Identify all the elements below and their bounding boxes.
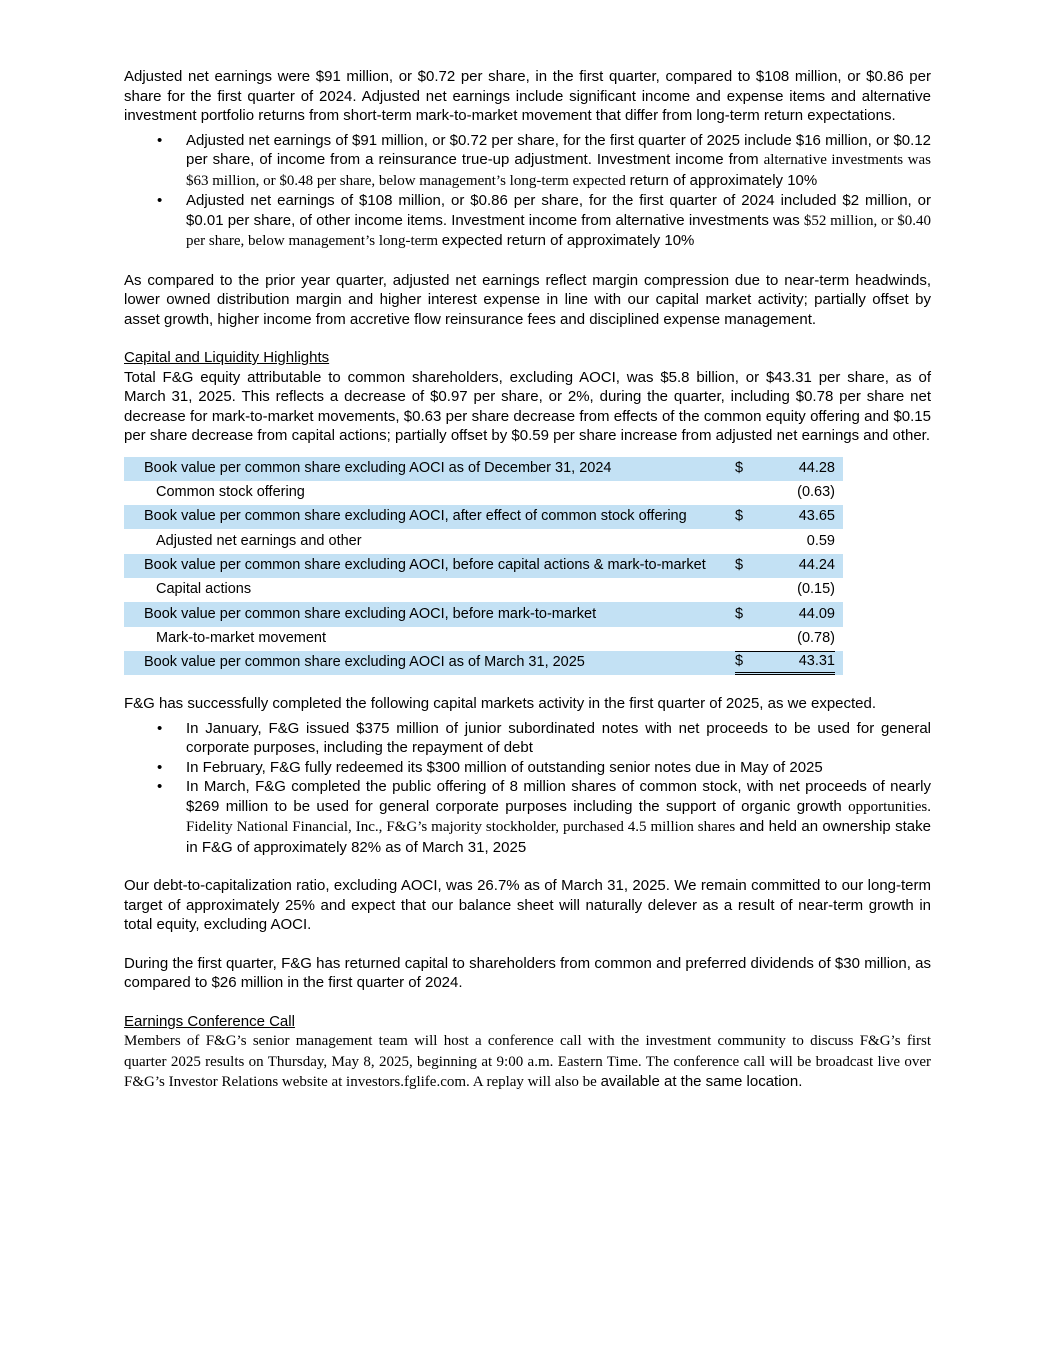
row-value: 44.09 [798,605,835,622]
bullet-text: alternative investments was $63 million, or $0.48 per share, below management’s long-term expected [186,152,931,189]
book-value-table [124,457,843,676]
row-label: Book value per common share excluding AOCI, before capital actions & mark-to-market [144,557,706,574]
row-label: Adjusted net earnings and other [156,532,362,549]
paragraph-text: Members of F&G’s senior management team will host a conference call with the investment community to discuss F&G’s first quarter 2025 results on Thursday, May 8, 2025, beginning at 9:00 a.m. Eastern Time. The conference call will be broadcast live over F&G’s Investor Relations website at investors.fglife.com. A replay will also be [124,1033,931,1091]
list-item [124,131,931,192]
row-value: 0.59 [806,532,835,549]
table-row-total [124,651,843,675]
currency-symbol: $ [735,459,744,476]
list-item [124,719,931,758]
table-row [124,627,843,651]
row-label: Book value per common share excluding AOCI as of March 31, 2025 [144,654,585,671]
bullet-text: Adjusted net earnings of $108 million, or $0.86 per share, for the first quarter of 2024 included $2 million, or $0.01 per share, of other income items. Investment income from alternative investments was [186,192,931,229]
paragraph-equity-summary: Total F&G equity attributable to common shareholders, excluding AOCI, was $5.8 billion, or $43.31 per share, as of March 31, 2025. This reflects a decrease of $0.97 per share, or 2%, during the quarter, including $0.78 per share net decrease for mark-to-market movements, $0.63 per share decrease from effects of the common equity offering and $0.15 per share decrease from capital actions; partially offset by $0.59 per share increase from adjusted net earnings and other. [124,368,931,444]
heading-capital-liquidity: Capital and Liquidity Highlights [124,349,330,366]
earnings-bullet-list [124,131,931,252]
table-row [124,554,843,578]
table-row [124,602,843,626]
table-row [124,481,843,505]
bullet-text: return of approximately 10% [629,171,818,189]
bullet-text: In March, F&G completed the public offering of 8 million shares of common stock, with net proceeds of nearly $269 million to be used for general corporate purposes including the support of organic growth [186,778,931,815]
row-label: Common stock offering [156,484,305,501]
paragraph-debt-to-capitalization: Our debt-to-capitalization ratio, excluding AOCI, was 26.7% as of March 31, 2025. We remain committed to our long-term target of approximately 25% and expect that our balance sheet will naturally delever as a result of near-term growth in total equity, excluding AOCI. [124,877,931,934]
currency-symbol: $ [735,653,744,670]
table-row [124,529,843,553]
table-row [124,578,843,602]
list-item [124,758,931,778]
table-row [124,505,843,529]
row-label: Capital actions [156,581,252,598]
paragraph-adjusted-net-earnings: Adjusted net earnings were $91 million, or $0.72 per share, in the first quarter, compared to $108 million, or $0.86 per share for the first quarter of 2024. Adjusted net earnings include significant income and expense items and alternative investment portfolio returns from short-term mark-to-market movement that differ from long-term return expectations. [124,68,931,124]
bullet-text: and held an ownership stake in F&G of approximately 82% as of March 31, 2025 [186,818,931,856]
paragraph-capital-returned: During the first quarter, F&G has returned capital to shareholders from common and preferred dividends of $30 million, as compared to $26 million in the first quarter of 2024. [124,954,931,992]
bullet-text: Adjusted net earnings of $91 million, or $0.72 per share, for the first quarter of 2025 include $16 million, or $0.12 per share, of income from a reinsurance true-up adjustment. Investment income from [186,131,931,168]
paragraph-capital-markets-intro: F&G has successfully completed the following capital markets activity in the first quarter of 2025, as we expected. [124,695,877,713]
bullet-text: opportunities. Fidelity National Financial, Inc., F&G’s majority stockholder, purchased 4.5 million shares [186,798,931,836]
row-label: Book value per common share excluding AOCI as of December 31, 2024 [144,459,612,476]
paragraph-prior-year-comparison: As compared to the prior year quarter, adjusted net earnings reflect margin compression due to near-term headwinds, lower owned distribution margin and higher interest expense in line with our capital market activity; partially offset by asset growth, higher income from accretive flow reinsurance fees and disciplined expense management. [124,271,931,328]
bullet-text: In January, F&G issued $375 million of junior subordinated notes with net proceeds to be used for general corporate purposes, including the repayment of debt [186,719,931,757]
row-value: (0.78) [797,629,835,646]
table-row [124,457,843,481]
row-value: (0.63) [797,484,835,501]
row-value: 44.28 [798,459,835,476]
row-value: 43.65 [798,508,835,525]
row-value: (0.15) [797,581,835,598]
capital-markets-bullet-list [124,719,931,858]
list-item [124,777,931,857]
currency-symbol: $ [735,605,744,622]
heading-earnings-conference-call: Earnings Conference Call [124,1012,295,1030]
paragraph-conference-call-details [124,1031,931,1093]
bullet-text: $52 million, or $0.40 per share, below management’s long-term [186,212,931,249]
paragraph-text: available at the same location. [600,1073,803,1091]
row-label: Mark-to-market movement [156,629,327,646]
bullet-text: In February, F&G fully redeemed its $300 million of outstanding senior notes due in May of 2025 [186,758,823,776]
row-value: 44.24 [798,557,835,574]
currency-symbol: $ [735,508,744,525]
row-label: Book value per common share excluding AOCI, after effect of common stock offering [144,508,687,525]
bullet-text: expected return of approximately 10% [441,232,695,249]
row-value: 43.31 [798,653,835,670]
row-label: Book value per common share excluding AOCI, before mark-to-market [144,605,597,622]
currency-symbol: $ [735,557,744,574]
list-item [124,191,931,252]
